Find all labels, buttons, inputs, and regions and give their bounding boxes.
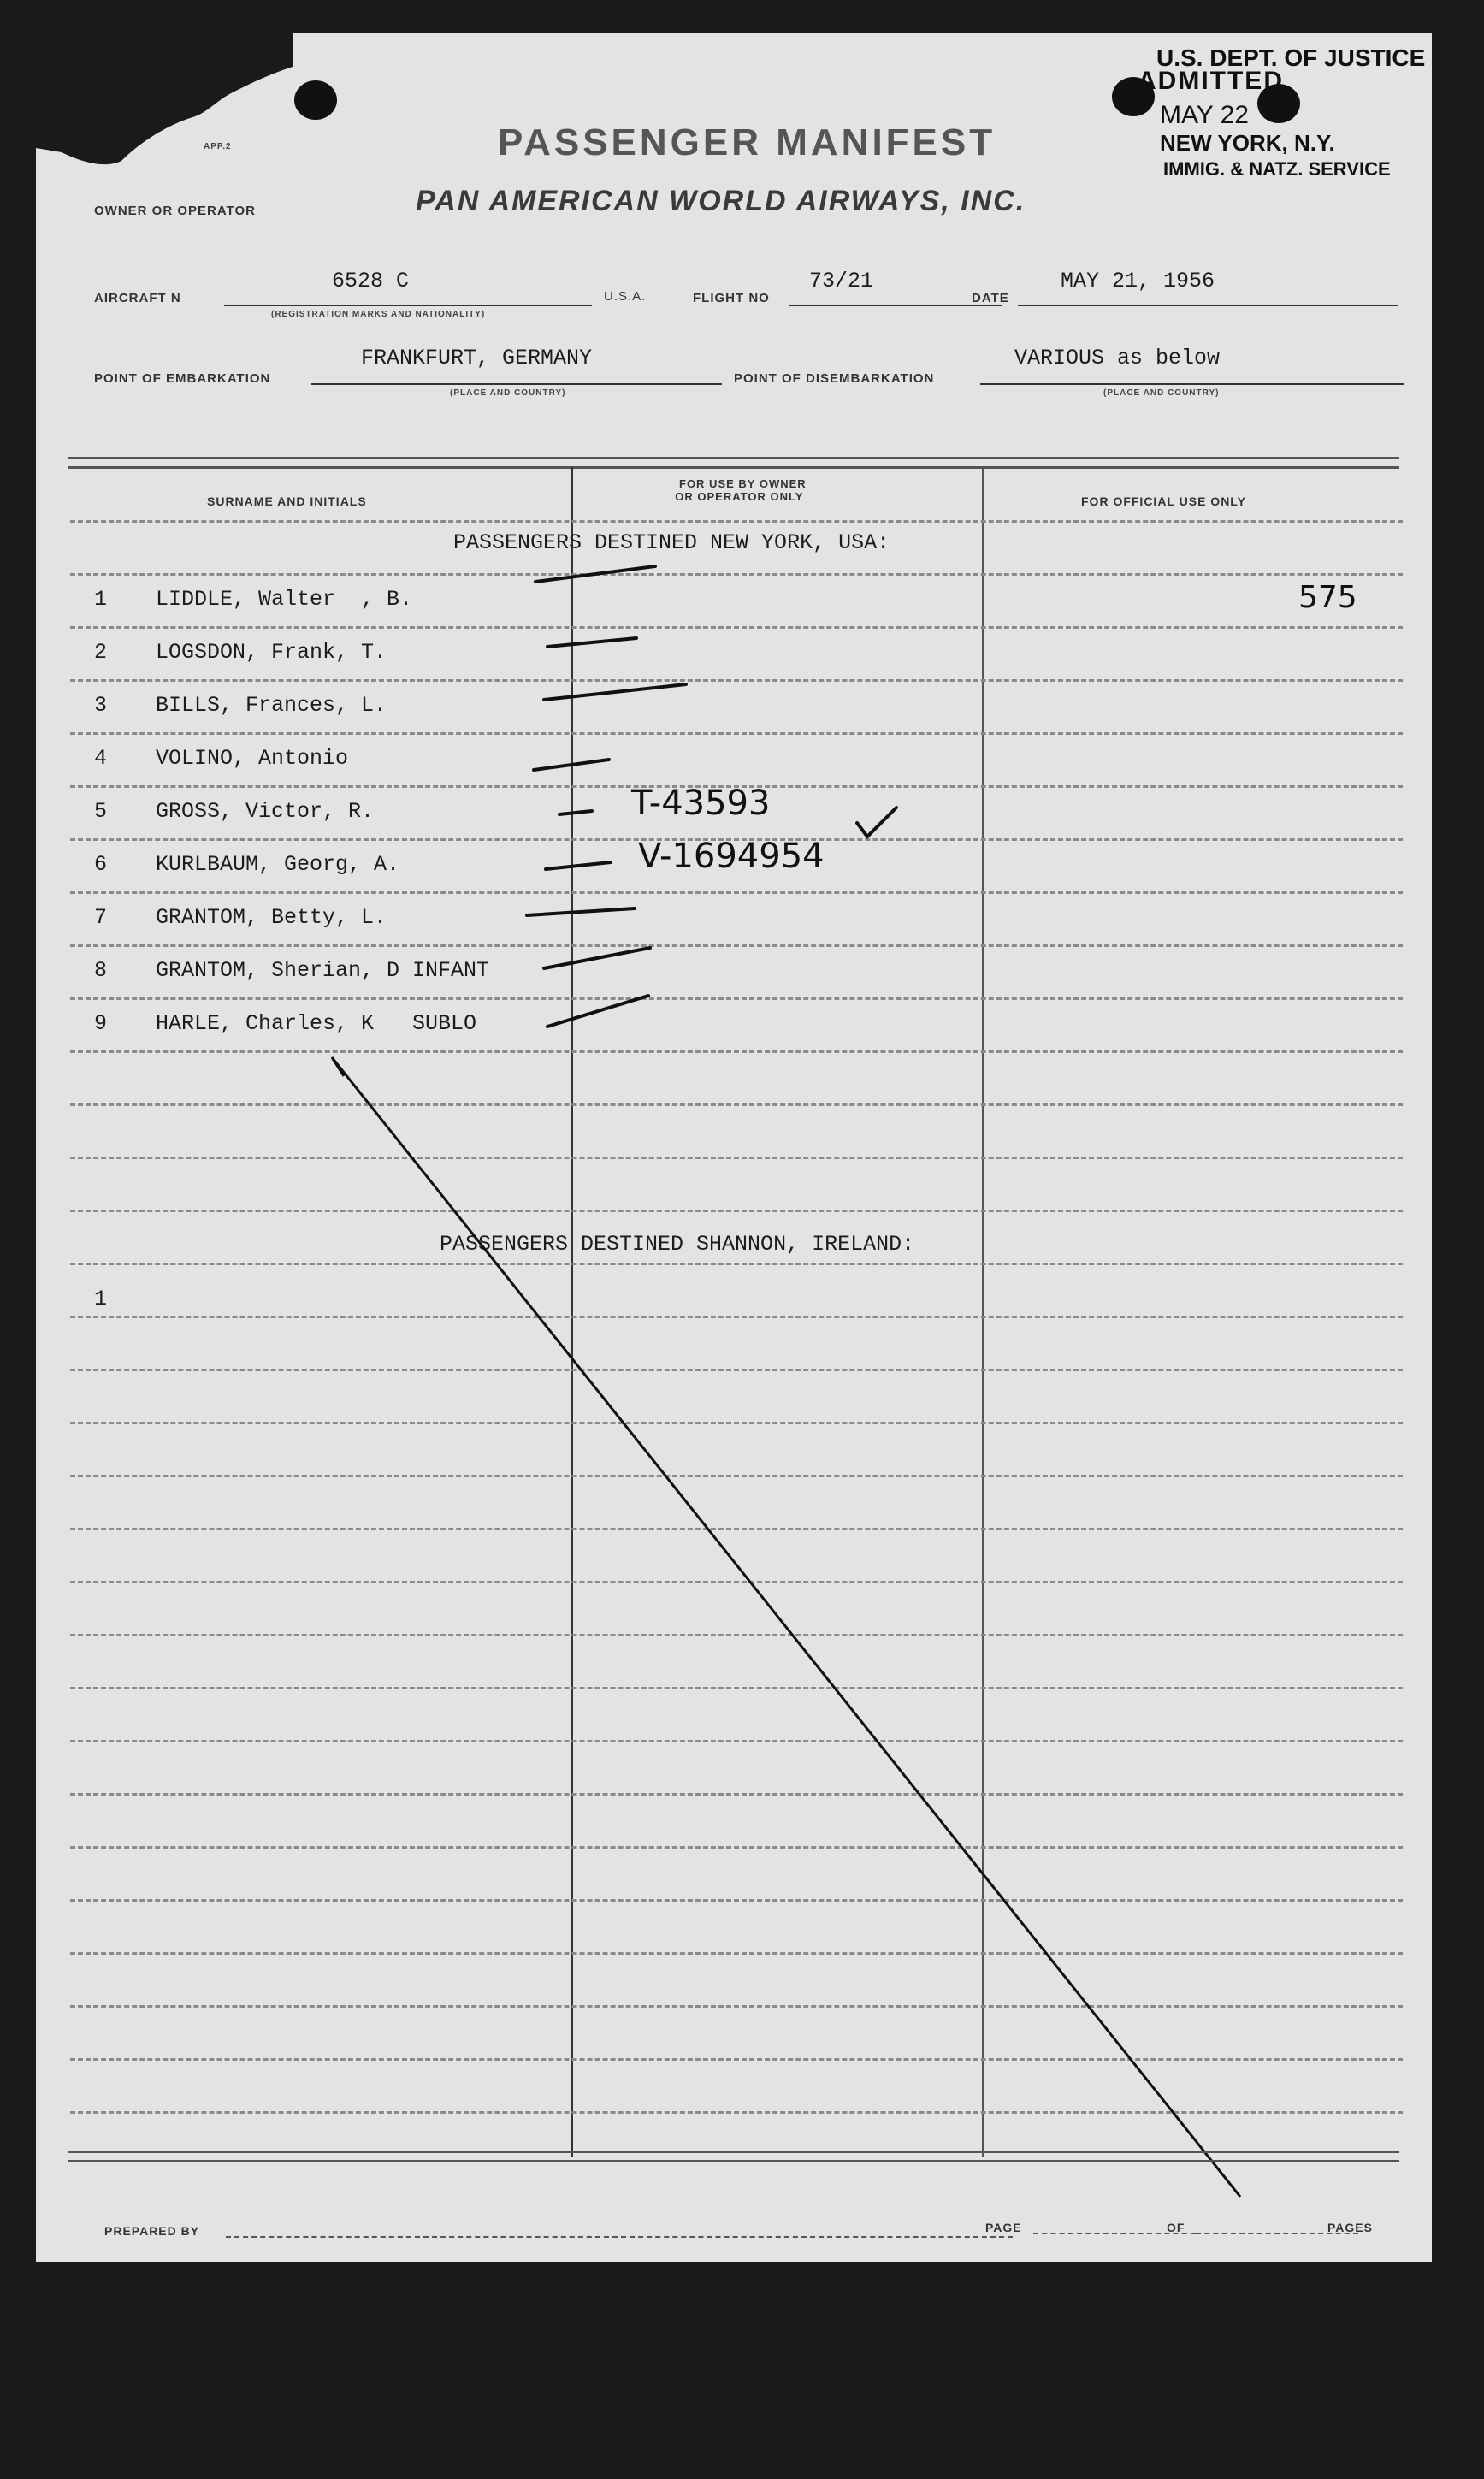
stamp-line: IMMIG. & NATZ. SERVICE: [1163, 158, 1391, 180]
passenger-number: 4: [94, 746, 108, 771]
passenger-number: 8: [94, 958, 108, 983]
embarkation-value: FRANKFURT, GERMANY: [361, 346, 593, 370]
date-label: DATE: [972, 291, 1009, 305]
passenger-name: KURLBAUM, Georg, A.: [156, 852, 400, 877]
passenger-number: 3: [94, 693, 108, 718]
embarkation-sublabel: (PLACE AND COUNTRY): [450, 388, 566, 398]
passenger-name: LIDDLE, Walter , B.: [156, 587, 413, 612]
page-label: PAGE: [985, 2221, 1022, 2234]
strike-through-line: [332, 1057, 344, 1076]
official-number: 575: [1298, 580, 1357, 615]
tick-mark: [535, 566, 655, 582]
aircraft-label: AIRCRAFT N: [94, 291, 181, 305]
passenger-name: LOGSDON, Frank, T.: [156, 640, 387, 665]
prepared-by-label: PREPARED BY: [104, 2224, 200, 2238]
owner-label: OWNER OR OPERATOR: [94, 204, 256, 218]
tick-mark: [546, 862, 611, 869]
col-header-official-use: FOR OFFICIAL USE ONLY: [1081, 494, 1246, 508]
handwriting-layer: [36, 33, 1432, 2262]
section-heading-shannon: PASSENGERS DESTINED SHANNON, IRELAND:: [440, 1232, 915, 1257]
tick-mark: [527, 908, 635, 915]
tick-mark: [544, 684, 686, 700]
passenger-name: GRANTOM, Betty, L.: [156, 905, 387, 930]
col-header-owner-use-2: OR OPERATOR ONLY: [675, 490, 804, 503]
flight-value: 73/21: [809, 269, 874, 293]
form-code: APP.2: [204, 142, 232, 151]
passenger-number: 6: [94, 852, 108, 877]
stamp-line: U.S. DEPT. OF JUSTICE: [1156, 44, 1426, 71]
passenger-number: 2: [94, 640, 108, 665]
tick-mark: [534, 760, 609, 770]
tick-mark: [559, 811, 592, 814]
aircraft-value: 6528 C: [332, 269, 410, 293]
passenger-name: HARLE, Charles, K SUBLO: [156, 1011, 477, 1036]
col-header-surname: SURNAME AND INITIALS: [207, 494, 367, 508]
passenger-number: 5: [94, 799, 108, 824]
manifest-page: [36, 33, 1432, 2262]
section-heading-new-york: PASSENGERS DESTINED NEW YORK, USA:: [453, 530, 890, 555]
stamp-line: ADMITTED: [1138, 67, 1284, 95]
date-value: MAY 21, 1956: [1061, 269, 1215, 293]
passenger-name: GROSS, Victor, R.: [156, 799, 375, 824]
usa-label: U.S.A.: [604, 289, 647, 304]
stamp-line: NEW YORK, N.Y.: [1160, 130, 1335, 156]
airline-name: PAN AMERICAN WORLD AIRWAYS, INC.: [416, 185, 1026, 217]
page-title: PASSENGER MANIFEST: [498, 121, 996, 163]
embarkation-label: POINT OF EMBARKATION: [94, 371, 271, 386]
passenger-number: 7: [94, 905, 108, 930]
of-label: OF: [1167, 2221, 1185, 2234]
passenger-number: 1: [94, 587, 108, 612]
disembarkation-value: VARIOUS as below: [1014, 346, 1221, 370]
passenger-name: VOLINO, Antonio: [156, 746, 349, 771]
check-mark: [857, 808, 896, 837]
stamp-date: MAY 22: [1160, 101, 1249, 129]
prepared-by-line: [226, 2236, 1013, 2238]
passenger-name: GRANTOM, Sherian, D INFANT: [156, 958, 490, 983]
flight-label: FLIGHT NO: [693, 291, 770, 305]
tick-mark: [544, 948, 650, 968]
disembarkation-sublabel: (PLACE AND COUNTRY): [1103, 388, 1220, 398]
tick-mark: [547, 996, 648, 1027]
tick-mark: [547, 638, 636, 647]
table-bottom-rule: [68, 2151, 1399, 2162]
strike-through-line: [332, 1057, 1240, 2197]
handwritten-note: V-1694954: [638, 837, 825, 876]
passenger-name: BILLS, Frances, L.: [156, 693, 387, 718]
disembarkation-label: POINT OF DISEMBARKATION: [734, 371, 935, 386]
col-header-owner-use-1: FOR USE BY OWNER: [679, 477, 807, 490]
passenger-number: 9: [94, 1011, 108, 1036]
admission-stamp: [1112, 44, 1437, 180]
passenger-number: 1: [94, 1287, 108, 1311]
handwritten-note: T-43593: [631, 784, 771, 823]
aircraft-sublabel: (REGISTRATION MARKS AND NATIONALITY): [271, 310, 486, 319]
pages-label: PAGES: [1327, 2221, 1373, 2234]
